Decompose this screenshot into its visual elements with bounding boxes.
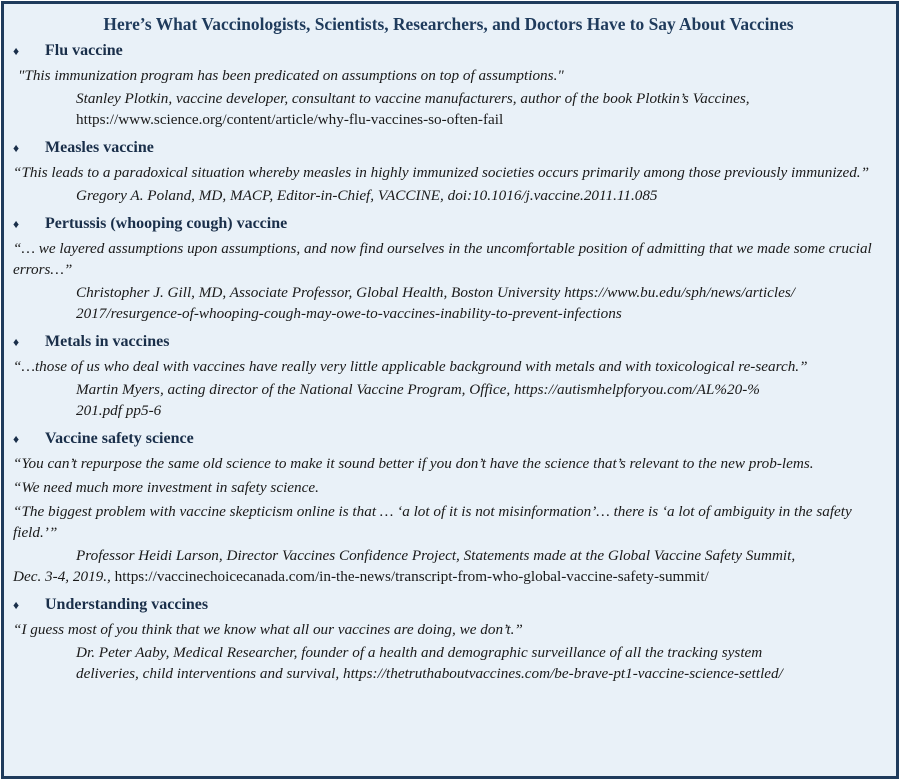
quote-text: “You can’t repurpose the same old science to make it sound better if you don’t have the science that’s relevant to the new prob-lems.: [13, 455, 814, 472]
attribution-line: Dr. Peter Aaby, Medical Researcher, founder of a health and demographic surveillance of all the tracking system: [76, 644, 763, 661]
source-link: 201.pdf pp5-6: [76, 402, 162, 419]
attribution: [13, 545, 884, 587]
source-link: 2017/resurgence-of-whooping-cough-may-owe-to-vaccines-inability-to-prevent-infections: [76, 305, 622, 322]
section-heading-measles: [13, 137, 884, 159]
attribution-line: Martin Myers, acting director of the National Vaccine Program, Office, https://autismhelpforyou.com/AL%20-%: [76, 381, 760, 398]
quote-text: “This leads to a paradoxical situation whereby measles in highly immunized societies occurs primarily among those previously immunized.”: [13, 164, 870, 181]
attribution: [13, 185, 884, 206]
attribution: [13, 379, 884, 421]
section-title: Flu vaccine: [45, 42, 123, 59]
section-title: Pertussis (whooping cough) vaccine: [45, 215, 288, 232]
quote-text: “… we layered assumptions upon assumptions, and now find ourselves in the uncomfortable position of admitting that we made some crucial errors…”: [13, 240, 872, 278]
diamond-bullet-icon: ♦: [13, 217, 20, 231]
attribution: [13, 282, 884, 324]
section-heading-understanding: [13, 594, 884, 616]
attribution: [13, 88, 884, 130]
infographic-panel: [1, 1, 899, 779]
attribution-line: Stanley Plotkin, vaccine developer, consultant to vaccine manufacturers, author of the book Plotkin’s Vaccines,: [76, 90, 750, 107]
quote-text: “I guess most of you think that we know what all our vaccines are doing, we don’t.”: [13, 621, 523, 638]
attribution: [13, 642, 884, 684]
source-link: https://www.science.org/content/article/why-flu-vaccines-so-often-fail: [76, 111, 504, 128]
attribution-line: Gregory A. Poland, MD, MACP, Editor-in-Chief, VACCINE, doi:10.1016/j.vaccine.2011.11.085: [76, 187, 658, 204]
source-link: https://vaccinechoicecanada.com/in-the-news/transcript-from-who-global-vaccine-safety-summit/: [110, 568, 709, 585]
diamond-bullet-icon: ♦: [13, 141, 20, 155]
quote-text: “We need much more investment in safety science.: [13, 479, 319, 496]
diamond-bullet-icon: ♦: [13, 432, 20, 446]
section-title: Understanding vaccines: [45, 596, 209, 613]
section-title: Vaccine safety science: [45, 430, 194, 447]
diamond-bullet-icon: ♦: [13, 335, 20, 349]
quote-text: “…those of us who deal with vaccines have really very little applicable background with metals and with toxicological re-search.”: [13, 358, 808, 375]
source-link: deliveries, child interventions and survival, https://thetruthaboutvaccines.com/be-brave-pt1-vaccine-science-settled/: [76, 665, 783, 682]
diamond-bullet-icon: ♦: [13, 598, 20, 612]
page-title: Here’s What Vaccinologists, Scientists, Researchers, and Doctors Have to Say About Vaccines: [103, 14, 794, 34]
section-title: Measles vaccine: [45, 139, 154, 156]
quote-text: "This immunization program has been predicated on assumptions on top of assumptions.": [18, 67, 564, 84]
attribution-line: Christopher J. Gill, MD, Associate Professor, Global Health, Boston University https://www.bu.edu/sph/news/articles/: [76, 284, 795, 301]
section-title: Metals in vaccines: [45, 333, 170, 350]
diamond-bullet-icon: ♦: [13, 44, 20, 58]
section-heading-metals: [13, 331, 884, 353]
attribution-date: Dec. 3-4, 2019.,: [13, 568, 111, 585]
quote-text: “The biggest problem with vaccine skepticism online is that … ‘a lot of it is not misinformation’… there is ‘a lot of ambiguity in the safety field.’”: [13, 503, 852, 541]
section-heading-pertussis: [13, 213, 884, 235]
section-heading-flu: [13, 40, 884, 62]
section-heading-safety-science: [13, 428, 884, 450]
attribution-line: Professor Heidi Larson, Director Vaccines Confidence Project, Statements made at the Global Vaccine Safety Summit,: [76, 547, 796, 564]
